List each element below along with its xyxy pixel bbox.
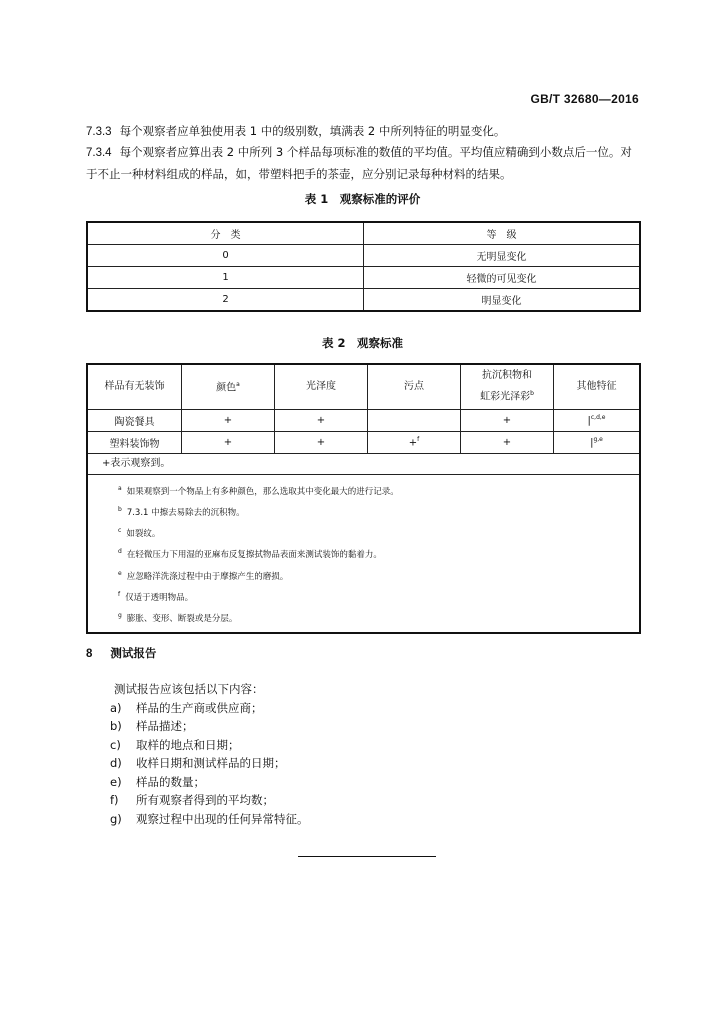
section-title: 测试报告 [110,646,157,660]
section-number: 8 [86,648,93,660]
table-2-observation-criteria [86,363,641,634]
table-cell: 1 [87,267,364,289]
column-header: 颜色$^a$ [182,364,275,410]
list-item: b) 样品描述； [110,719,194,733]
column-header: 等 级 [364,222,641,245]
column-header: 光泽度 [275,364,368,410]
list-item: d) 收样日期和测试样品的日期； [110,756,286,770]
table-row [87,432,640,454]
table-cell: + [275,410,368,432]
table-cell: + [461,410,554,432]
standard-code: GB/T 32680—2016 [530,92,639,106]
clause-7-3-4 [86,142,641,185]
table-row [87,410,640,432]
table-cell: + [182,410,275,432]
footnote: $^g$ 膨胀、变形、断裂或是分层。 [118,611,238,624]
column-header: 污点 [368,364,461,410]
list-item: f) 所有观察者得到的平均数； [110,793,274,807]
column-header: 抗沉积物和 虹彩光泽彩$^b$ [461,364,554,410]
table-cell: $|^{g,e}$ [554,432,641,454]
footnote: $^c$ 如裂纹。 [118,527,161,540]
table-cell: $|^{c,d,e}$ [554,410,641,432]
table-cell: 0 [87,245,364,267]
table-cell: 明显变化 [364,289,641,312]
table-cell: + [275,432,368,454]
table-notes [87,454,640,633]
list-item: g) 观察过程中出现的任何异常特征。 [110,811,309,826]
table2-caption: 表 2 观察标准 [321,336,403,350]
table-cell: 塑料装饰物 [87,432,182,454]
footnote: $^a$ 如果观察到一个物品上有多种颜色，那么选取其中变化最大的进行记录。 [118,485,399,497]
list-item: c) 取样的地点和日期； [110,737,240,752]
table-legend: +表示观察到。 [88,454,639,475]
footnote: $^f$ 仅适于透明物品。 [118,590,194,603]
table1-caption: 表 1 观察标准的评价 [304,192,421,206]
table-row [87,245,640,267]
clause-number: 7.3.3 [86,126,112,138]
table-row [87,267,640,289]
clause-text: 每个观察者应单独使用表 1 中的级别数，填满表 2 中所列特征的明显变化。 [119,124,506,138]
clause-number: 7.3.4 [86,147,112,159]
table-cell [368,410,461,432]
table-cell: + [182,432,275,454]
table-notes-row [87,454,640,633]
table-header-row [87,364,640,410]
table-1-evaluation [86,221,641,312]
list-item: e) 样品的数量； [110,774,205,789]
footnote: $^e$ 应忽略洋洗涤过程中由于摩擦产生的磨损。 [118,569,289,582]
column-header: 分 类 [87,222,364,245]
table-cell: 无明显变化 [364,245,641,267]
report-intro: 测试报告应该包括以下内容： [114,682,264,696]
table-cell: +$^f$ [368,432,461,454]
list-item: a) 样品的生产商或供应商； [110,700,263,715]
table-cell: 陶瓷餐具 [87,410,182,432]
section-8-heading [86,645,156,661]
footnote: $^d$ 在轻微压力下用湿的亚麻布反复擦拭物品表面来测试装饰的黏着力。 [118,548,382,561]
table-row [87,289,640,312]
table-cell: 轻微的可见变化 [364,267,641,289]
clause-7-3-3 [86,121,641,143]
end-of-document-rule [298,856,436,857]
footnote: $^b$ 7.3.1 中擦去易除去的沉积物。 [118,506,245,518]
table-header-row [87,222,640,245]
table-cell: + [461,432,554,454]
report-contents [110,680,309,828]
clause-text: 每个观察者应算出表 2 中所列 3 个样品每项标准的数值的平均值。平均值应精确到小数点后一位。对于不止一种材料组成的样品，如，带塑料把手的茶壶，应分别记录每种材料的结果。 [86,145,632,181]
table-cell: 2 [87,289,364,312]
column-header: 其他特征 [554,364,641,410]
column-header: 样品有无装饰 [87,364,182,410]
